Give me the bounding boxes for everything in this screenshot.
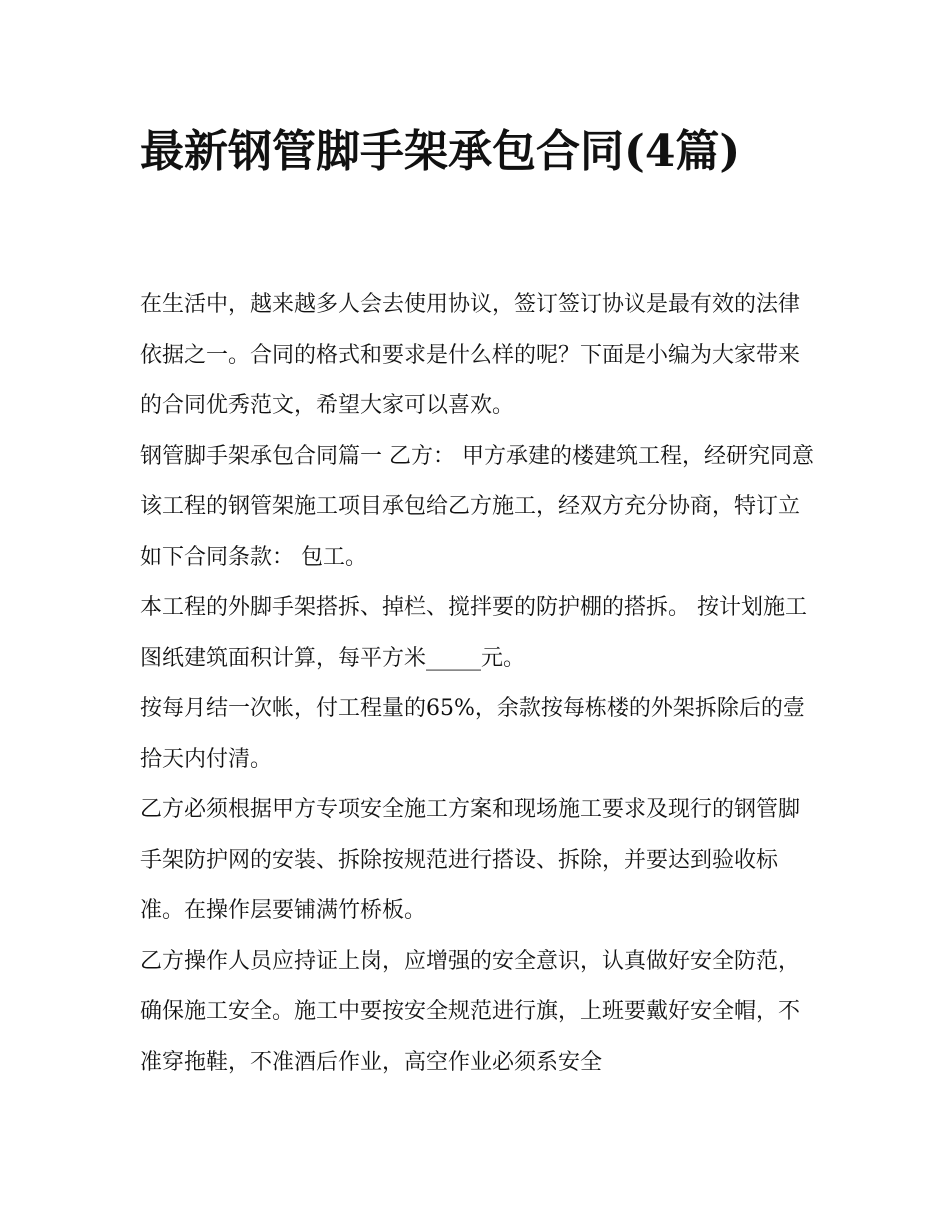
document-body xyxy=(140,280,815,1088)
paragraph-payment: 按每月结一次帐，付工程量的65%，余款按每栋楼的外架拆除后的壹拾天内付清。 xyxy=(140,696,805,772)
document-title: 最新钢管脚手架承包合同(4篇) xyxy=(140,126,741,177)
paragraph-installation: 乙方必须根据甲方专项安全施工方案和现场施工要求及现行的钢管脚手架防护网的安装、拆除按规范进行搭设、拆除，并要达到验收标准。在操作层要铺满竹桥板。 xyxy=(140,797,801,923)
paragraph-scope: 本工程的外脚手架搭拆、掉栏、搅拌要的防护棚的搭拆。 按计划施工图纸建筑面积计算，每平方米_____元。 xyxy=(140,595,807,671)
paragraph-contract-intro: 钢管脚手架承包合同篇一 乙方： 甲方承建的楼建筑工程，经研究同意该工程的钢管架施工项目承包给乙方施工，经双方充分协商，特订立如下合同条款： 包工。 xyxy=(140,443,814,570)
paragraph-safety: 乙方操作人员应持证上岗，应增强的安全意识，认真做好安全防范，确保施工安全。施工中要按安全规范进行旗，上班要戴好安全帽，不准穿拖鞋，不准酒后作业，高空作业必须系安全 xyxy=(140,948,801,1075)
paragraph-intro: 在生活中，越来越多人会去使用协议，签订签订协议是最有效的法律依据之一。合同的格式和要求是什么样的呢？下面是小编为大家带来的合同优秀范文，希望大家可以喜欢。 xyxy=(140,292,801,418)
